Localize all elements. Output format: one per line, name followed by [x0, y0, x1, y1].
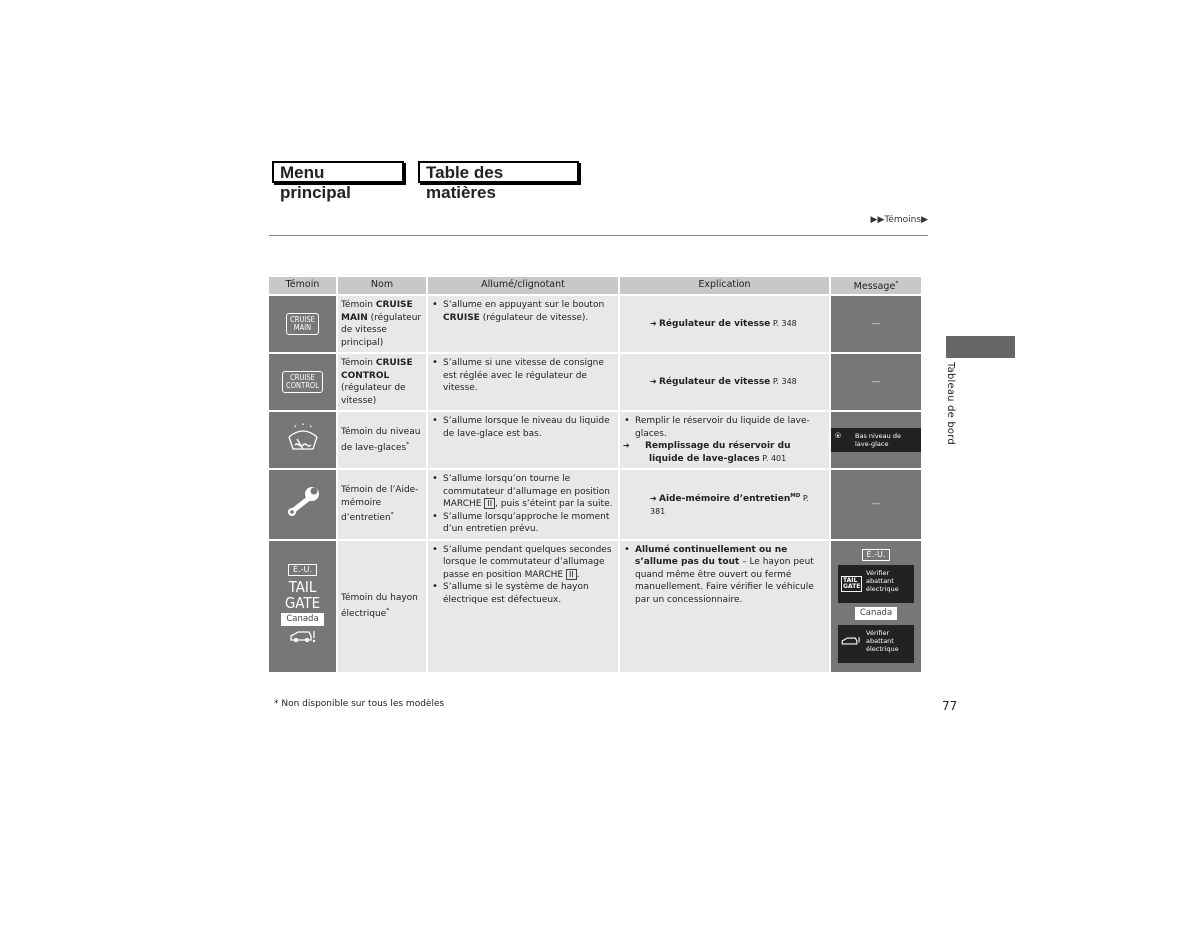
washer-fluid-icon: ⍟: [835, 431, 841, 442]
table-row: [269, 296, 921, 352]
row-explanation: ➔ Régulateur de vitesse P. 348: [620, 354, 829, 410]
cruise-control-icon: CRUISE CONTROL: [269, 354, 336, 410]
us-tag: É.-U.: [862, 549, 891, 561]
ignition-position-icon: II: [566, 569, 577, 580]
col-header-on: Allumé/clignotant: [428, 277, 618, 294]
row-on: • S’allume lorsque le niveau du liquide de lave-glace est bas.: [428, 412, 618, 468]
reference-arrow-icon: ➔: [650, 376, 657, 386]
car-tailgate-icon: [840, 635, 862, 647]
canada-tag: Canada: [281, 613, 323, 626]
col-header-name: Nom: [338, 277, 426, 294]
row-message: —: [831, 296, 921, 352]
table-header-row: [269, 277, 921, 294]
washer-fluid-icon: [269, 412, 336, 468]
canada-tag: Canada: [855, 607, 897, 620]
double-arrow-icon: ▶▶: [870, 215, 885, 225]
table-of-contents-button[interactable]: Table des matières: [418, 161, 579, 183]
main-menu-button[interactable]: Menu principal: [272, 161, 404, 183]
row-explanation: • Remplir le réservoir du liquide de lave-glaces. ➔ Remplissage du réservoir du liquide de lave-glaces P. 401: [620, 412, 829, 468]
table-row: [269, 412, 921, 468]
tailgate-icon: TAIL GATE: [843, 577, 861, 590]
col-header-explanation: Explication: [620, 277, 829, 294]
washer-message-display: ⍟ Bas niveau de lave-glace: [831, 428, 921, 452]
row-on: • S’allume si une vitesse de consigne est réglée avec le régulateur de vitesse.: [428, 354, 618, 410]
reference-arrow-icon: ➔: [650, 318, 657, 328]
tailgate-message-display-ca: Vérifier abattant électrique: [838, 625, 914, 663]
breadcrumb-label: Témoins: [884, 215, 922, 225]
row-message: —: [831, 470, 921, 539]
header-divider: [269, 235, 928, 236]
row-on: • S’allume pendant quelques secondes lorsque le commutateur d’allumage passe en position MARCHE II . • S’allume si le système de hayon électrique est défectueux.: [428, 541, 618, 672]
table-row: [269, 541, 921, 672]
reference-arrow-icon: ➔: [623, 441, 630, 450]
ignition-position-icon: II: [484, 498, 495, 509]
col-header-message: Message*: [831, 277, 921, 294]
section-tab: [946, 336, 1015, 358]
row-on: • S’allume en appuyant sur le bouton CRUISE (régulateur de vitesse).: [428, 296, 618, 352]
reference-arrow-icon: ➔: [650, 494, 657, 504]
row-name: Témoin de l’Aide-mémoire d’entretien*: [338, 470, 426, 539]
row-explanation: ➔ Régulateur de vitesse P. 348: [620, 296, 829, 352]
maintenance-minder-link[interactable]: Aide-mémoire d’entretien$^{MD}$: [659, 493, 801, 505]
row-explanation: ➔ Aide-mémoire d’entretien$^{MD}$ P. 381: [620, 470, 829, 539]
tailgate-message-display-us: TAIL GATE Vérifier abattant électrique: [838, 565, 914, 603]
us-tag: É.-U.: [288, 564, 317, 576]
row-name: Témoin du niveau de lave-glaces*: [338, 412, 426, 468]
car-tailgate-icon: [288, 628, 318, 644]
page-number: 77: [942, 699, 958, 713]
row-explanation: • Allumé continuellement ou ne s’allume pas du tout – Le hayon peut quand même être ouvert ou fermé manuellement. Faire vérifier le véhicule par un concessionnaire.: [620, 541, 829, 672]
col-header-indicator: Témoin: [269, 277, 336, 294]
cruise-control-link[interactable]: Régulateur de vitesse: [659, 318, 771, 329]
section-side-label: Tableau de bord: [945, 362, 956, 445]
indicator-table: [267, 275, 923, 674]
arrow-icon: ▶: [921, 215, 928, 225]
wrench-icon: [269, 470, 336, 539]
table-row: [269, 470, 921, 539]
cruise-control-link[interactable]: Régulateur de vitesse: [659, 376, 771, 387]
row-name: Témoin du hayon électrique*: [338, 541, 426, 672]
row-message: [831, 412, 921, 468]
row-message: —: [831, 354, 921, 410]
footnote: * Non disponible sur tous les modèles: [274, 699, 445, 709]
row-message: [831, 541, 921, 672]
washer-fluid-link[interactable]: Remplissage du réservoir du liquide de lave-glaces: [645, 441, 791, 464]
tailgate-icon: É.-U. TAIL GATE Canada: [269, 541, 336, 672]
row-name: Témoin CRUISE CONTROL (régulateur de vitesse): [338, 354, 426, 410]
row-name: Témoin CRUISE MAIN (régulateur de vitesse principal): [338, 296, 426, 352]
table-row: [269, 354, 921, 410]
row-on: • S’allume lorsqu’on tourne le commutateur d’allumage en position MARCHE II , puis s’éteint par la suite. • S’allume lorsqu’approche le moment d’un entretien prévu.: [428, 470, 618, 539]
cruise-main-icon: CRUISE MAIN: [269, 296, 336, 352]
breadcrumb: [871, 215, 928, 225]
